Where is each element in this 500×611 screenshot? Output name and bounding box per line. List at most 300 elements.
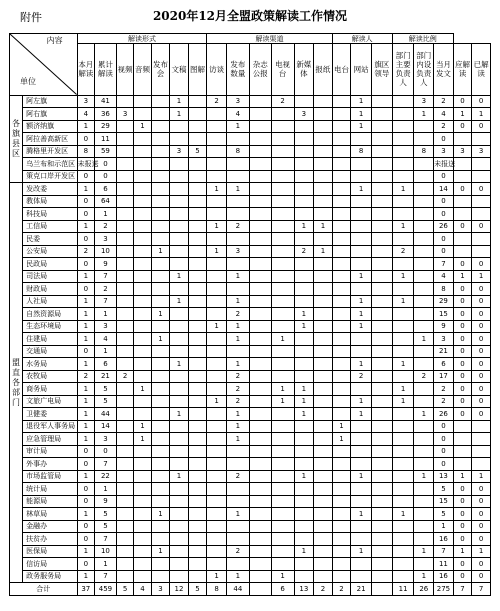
value-cell <box>226 283 249 296</box>
value-cell <box>453 233 472 246</box>
value-cell <box>271 508 294 521</box>
value-cell <box>332 95 351 108</box>
value-cell <box>134 495 151 508</box>
value-cell: 7 <box>95 533 117 546</box>
value-cell: 1 <box>77 333 94 346</box>
value-cell <box>134 195 151 208</box>
value-cell: 2 <box>434 120 454 133</box>
value-cell <box>314 208 333 221</box>
value-cell <box>414 420 434 433</box>
value-cell <box>351 558 372 571</box>
value-cell: 1 <box>414 545 434 558</box>
value-cell <box>207 333 227 346</box>
table-row <box>10 333 491 346</box>
unit-name: 工信局 <box>23 220 78 233</box>
value-cell <box>134 308 151 321</box>
value-cell: 9 <box>434 320 454 333</box>
value-cell: 5 <box>434 483 454 496</box>
unit-name: 乌兰布和示范区 <box>23 158 78 171</box>
value-cell: 1 <box>414 470 434 483</box>
value-cell <box>116 258 133 271</box>
value-cell <box>226 170 249 183</box>
value-cell <box>188 333 207 346</box>
value-cell <box>371 120 392 133</box>
value-cell <box>134 470 151 483</box>
value-cell <box>116 408 133 421</box>
value-cell <box>116 483 133 496</box>
value-cell: 21 <box>95 370 117 383</box>
value-cell: 0 <box>453 558 472 571</box>
value-cell <box>414 295 434 308</box>
value-cell <box>392 95 414 108</box>
table-row <box>10 420 491 433</box>
value-cell <box>151 533 170 546</box>
value-cell <box>170 383 189 396</box>
value-cell: 5 <box>95 520 117 533</box>
value-cell <box>414 358 434 371</box>
value-cell: 0 <box>77 195 94 208</box>
value-cell: 1 <box>472 545 491 558</box>
value-cell <box>271 295 294 308</box>
value-cell <box>371 545 392 558</box>
value-cell <box>294 195 314 208</box>
value-cell: 29 <box>434 295 454 308</box>
value-cell <box>188 108 207 121</box>
value-cell: 26 <box>434 408 454 421</box>
value-cell: 1 <box>170 470 189 483</box>
value-cell <box>151 520 170 533</box>
value-cell <box>170 545 189 558</box>
value-cell: 3 <box>434 333 454 346</box>
value-cell <box>294 445 314 458</box>
value-cell: 0 <box>472 508 491 521</box>
value-cell <box>188 208 207 221</box>
value-cell <box>392 133 414 146</box>
column-header: 发布会 <box>151 44 170 95</box>
value-cell: 3 <box>95 433 117 446</box>
header-corner-cell <box>10 34 78 96</box>
column-header: 新媒体 <box>294 44 314 95</box>
value-cell: 2 <box>226 545 249 558</box>
value-cell: 1 <box>77 183 94 196</box>
value-cell <box>314 445 333 458</box>
value-cell: 1 <box>351 270 372 283</box>
value-cell <box>453 158 472 171</box>
value-cell <box>249 433 271 446</box>
unit-name: 商务局 <box>23 383 78 396</box>
value-cell: 1 <box>392 295 414 308</box>
total-value-cell <box>249 583 271 596</box>
unit-name: 外事办 <box>23 458 78 471</box>
value-cell <box>188 445 207 458</box>
value-cell <box>170 258 189 271</box>
value-cell: 0 <box>77 283 94 296</box>
value-cell <box>170 495 189 508</box>
value-cell: 1 <box>472 108 491 121</box>
value-cell <box>392 545 414 558</box>
value-cell: 5 <box>95 508 117 521</box>
value-cell <box>332 545 351 558</box>
value-cell: 0 <box>472 483 491 496</box>
unit-name: 司法局 <box>23 270 78 283</box>
value-cell: 1 <box>226 183 249 196</box>
value-cell: 1 <box>226 408 249 421</box>
value-cell <box>332 458 351 471</box>
value-cell: 1 <box>392 270 414 283</box>
value-cell: 1 <box>453 270 472 283</box>
value-cell: 0 <box>472 120 491 133</box>
value-cell <box>188 95 207 108</box>
value-cell <box>351 233 372 246</box>
value-cell: 1 <box>453 108 472 121</box>
value-cell: 0 <box>77 533 94 546</box>
value-cell <box>414 533 434 546</box>
value-cell <box>271 345 294 358</box>
table-row <box>10 270 491 283</box>
value-cell <box>351 333 372 346</box>
value-cell <box>151 383 170 396</box>
value-cell <box>314 283 333 296</box>
unit-name: 金融办 <box>23 520 78 533</box>
column-header: 访谈 <box>207 44 227 95</box>
value-cell: 1 <box>226 570 249 583</box>
value-cell: 22 <box>95 470 117 483</box>
value-cell <box>271 370 294 383</box>
value-cell: 3 <box>226 95 249 108</box>
value-cell <box>207 195 227 208</box>
value-cell <box>371 170 392 183</box>
unit-name: 额济纳旗 <box>23 120 78 133</box>
value-cell: 1 <box>77 433 94 446</box>
value-cell <box>414 508 434 521</box>
value-cell <box>332 195 351 208</box>
value-cell <box>207 483 227 496</box>
value-cell: 0 <box>472 370 491 383</box>
value-cell: 1 <box>294 383 314 396</box>
value-cell <box>116 495 133 508</box>
value-cell <box>207 533 227 546</box>
total-value-cell: 44 <box>226 583 249 596</box>
value-cell <box>170 233 189 246</box>
value-cell <box>414 183 434 196</box>
value-cell: 0 <box>472 570 491 583</box>
value-cell <box>453 245 472 258</box>
value-cell <box>271 245 294 258</box>
value-cell <box>332 358 351 371</box>
value-cell: 0 <box>453 395 472 408</box>
value-cell <box>314 408 333 421</box>
value-cell <box>188 558 207 571</box>
value-cell: 2 <box>77 370 94 383</box>
column-header: 视频 <box>116 44 133 95</box>
value-cell <box>207 383 227 396</box>
value-cell <box>134 183 151 196</box>
value-cell <box>371 270 392 283</box>
value-cell <box>414 120 434 133</box>
value-cell <box>351 195 372 208</box>
value-cell: 0 <box>77 170 94 183</box>
value-cell <box>207 370 227 383</box>
value-cell <box>170 120 189 133</box>
value-cell: 2 <box>95 220 117 233</box>
value-cell: 26 <box>434 220 454 233</box>
value-cell <box>151 133 170 146</box>
value-cell <box>116 195 133 208</box>
value-cell <box>249 258 271 271</box>
total-value-cell: 2 <box>314 583 333 596</box>
value-cell <box>188 345 207 358</box>
value-cell <box>116 533 133 546</box>
value-cell <box>134 458 151 471</box>
value-cell <box>294 258 314 271</box>
value-cell: 8 <box>351 145 372 158</box>
value-cell <box>414 520 434 533</box>
value-cell <box>472 158 491 171</box>
value-cell <box>414 495 434 508</box>
total-value-cell: 2 <box>332 583 351 596</box>
value-cell <box>151 483 170 496</box>
value-cell <box>188 370 207 383</box>
table-row <box>10 208 491 221</box>
value-cell: 0 <box>453 320 472 333</box>
value-cell <box>207 258 227 271</box>
table-row <box>10 520 491 533</box>
value-cell <box>271 208 294 221</box>
value-cell: 10 <box>95 545 117 558</box>
value-cell <box>332 208 351 221</box>
value-cell: 0 <box>453 520 472 533</box>
value-cell <box>392 458 414 471</box>
value-cell <box>332 308 351 321</box>
value-cell <box>314 158 333 171</box>
value-cell: 1 <box>207 220 227 233</box>
value-cell: 3 <box>434 145 454 158</box>
value-cell: 1 <box>77 383 94 396</box>
value-cell: 1 <box>271 383 294 396</box>
value-cell <box>314 520 333 533</box>
table-row <box>10 320 491 333</box>
column-header: 杂志公报 <box>249 44 271 95</box>
value-cell: 1 <box>77 420 94 433</box>
column-header: 电台 <box>332 44 351 95</box>
value-cell <box>351 258 372 271</box>
value-cell: 1 <box>392 395 414 408</box>
value-cell <box>371 420 392 433</box>
value-cell <box>151 445 170 458</box>
value-cell: 6 <box>434 358 454 371</box>
value-cell <box>116 283 133 296</box>
value-cell <box>392 470 414 483</box>
value-cell <box>188 120 207 133</box>
value-cell: 13 <box>434 470 454 483</box>
group-header-person: 解读人 <box>332 34 392 44</box>
value-cell: 0 <box>472 345 491 358</box>
table-row <box>10 570 491 583</box>
value-cell <box>151 183 170 196</box>
policy-interpretation-table <box>9 33 491 596</box>
value-cell: 4 <box>434 108 454 121</box>
value-cell <box>332 170 351 183</box>
value-cell <box>151 283 170 296</box>
value-cell <box>371 445 392 458</box>
value-cell <box>188 220 207 233</box>
value-cell: 1 <box>294 220 314 233</box>
value-cell <box>271 445 294 458</box>
value-cell <box>226 133 249 146</box>
value-cell <box>170 395 189 408</box>
value-cell <box>226 558 249 571</box>
value-cell <box>226 445 249 458</box>
value-cell: 1 <box>77 295 94 308</box>
value-cell <box>314 533 333 546</box>
table-row <box>10 408 491 421</box>
value-cell <box>226 258 249 271</box>
value-cell <box>332 245 351 258</box>
unit-name: 住建局 <box>23 333 78 346</box>
value-cell: 1 <box>351 358 372 371</box>
value-cell <box>170 220 189 233</box>
value-cell: 1 <box>414 108 434 121</box>
value-cell <box>472 433 491 446</box>
value-cell <box>392 345 414 358</box>
value-cell: 7 <box>434 545 454 558</box>
value-cell: 5 <box>188 145 207 158</box>
value-cell <box>249 458 271 471</box>
table-row <box>10 220 491 233</box>
value-cell <box>170 283 189 296</box>
value-cell <box>351 158 372 171</box>
value-cell: 0 <box>434 420 454 433</box>
value-cell <box>249 233 271 246</box>
value-cell <box>392 308 414 321</box>
value-cell <box>294 333 314 346</box>
table-row <box>10 295 491 308</box>
value-cell <box>371 358 392 371</box>
value-cell <box>207 270 227 283</box>
value-cell <box>392 320 414 333</box>
value-cell: 0 <box>453 120 472 133</box>
value-cell <box>472 170 491 183</box>
value-cell: 0 <box>77 483 94 496</box>
column-header: 报纸 <box>314 44 333 95</box>
value-cell <box>116 545 133 558</box>
value-cell <box>332 470 351 483</box>
value-cell <box>188 283 207 296</box>
value-cell <box>116 433 133 446</box>
value-cell: 1 <box>170 358 189 371</box>
value-cell: 1 <box>314 220 333 233</box>
value-cell <box>271 545 294 558</box>
value-cell: 未报送 <box>434 158 454 171</box>
value-cell: 0 <box>77 458 94 471</box>
unit-name: 自然资源局 <box>23 308 78 321</box>
value-cell: 0 <box>472 333 491 346</box>
group-header-form: 解读形式 <box>77 34 207 44</box>
value-cell: 1 <box>151 545 170 558</box>
value-cell: 6 <box>95 358 117 371</box>
unit-name: 阿左旗 <box>23 95 78 108</box>
value-cell <box>371 395 392 408</box>
value-cell <box>151 158 170 171</box>
unit-name: 农牧局 <box>23 370 78 383</box>
value-cell <box>332 333 351 346</box>
value-cell <box>371 133 392 146</box>
value-cell <box>226 233 249 246</box>
value-cell: 1 <box>351 545 372 558</box>
value-cell <box>392 145 414 158</box>
value-cell <box>392 120 414 133</box>
total-value-cell: 37 <box>77 583 94 596</box>
unit-name: 发改委 <box>23 183 78 196</box>
value-cell <box>271 408 294 421</box>
value-cell: 0 <box>453 483 472 496</box>
value-cell <box>472 458 491 471</box>
value-cell: 1 <box>271 333 294 346</box>
value-cell: 0 <box>77 520 94 533</box>
value-cell <box>314 383 333 396</box>
value-cell <box>249 495 271 508</box>
value-cell <box>314 195 333 208</box>
value-cell <box>414 158 434 171</box>
value-cell: 3 <box>294 108 314 121</box>
value-cell <box>249 570 271 583</box>
unit-name: 民政局 <box>23 258 78 271</box>
value-cell <box>249 483 271 496</box>
value-cell: 1 <box>77 470 94 483</box>
value-cell <box>351 570 372 583</box>
value-cell <box>134 295 151 308</box>
value-cell <box>414 395 434 408</box>
value-cell <box>170 170 189 183</box>
value-cell: 0 <box>453 183 472 196</box>
value-cell: 1 <box>207 570 227 583</box>
value-cell <box>188 520 207 533</box>
value-cell: 2 <box>294 245 314 258</box>
value-cell: 1 <box>414 408 434 421</box>
value-cell: 15 <box>434 308 454 321</box>
column-header: 应解读 <box>453 44 472 95</box>
value-cell: 0 <box>453 283 472 296</box>
column-header: 当月发文 <box>434 44 454 95</box>
value-cell: 1 <box>95 208 117 221</box>
value-cell <box>170 483 189 496</box>
value-cell: 0 <box>472 408 491 421</box>
value-cell <box>314 333 333 346</box>
value-cell <box>116 170 133 183</box>
value-cell <box>188 158 207 171</box>
value-cell <box>392 445 414 458</box>
value-cell <box>332 520 351 533</box>
header-label-row <box>10 44 491 95</box>
value-cell: 1 <box>351 408 372 421</box>
value-cell <box>332 570 351 583</box>
value-cell <box>134 245 151 258</box>
value-cell <box>170 570 189 583</box>
total-value-cell: 5 <box>116 583 133 596</box>
value-cell <box>134 333 151 346</box>
value-cell <box>371 195 392 208</box>
value-cell <box>472 195 491 208</box>
value-cell <box>207 120 227 133</box>
table-row <box>10 433 491 446</box>
header-group-row <box>10 34 491 44</box>
value-cell <box>134 445 151 458</box>
value-cell <box>134 570 151 583</box>
value-cell: 1 <box>351 295 372 308</box>
value-cell <box>314 233 333 246</box>
unit-name: 医保局 <box>23 545 78 558</box>
value-cell: 1 <box>351 183 372 196</box>
